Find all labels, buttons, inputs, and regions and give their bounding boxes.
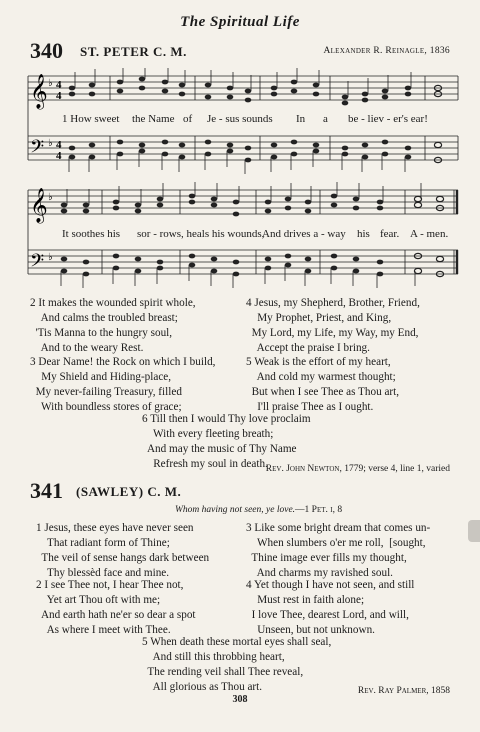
lyric-2-c: And drives a - way [262, 228, 346, 240]
stanza-341-2: 2 I see Thee not, I hear Thee not, Yet art Thou oft with me; And earth hath ne'er so dear a spot As where I meet with Thee. [36, 579, 196, 636]
page-number: 308 [232, 694, 248, 705]
lyric-1-c: of [183, 113, 193, 125]
lyric-2-e: fear. [380, 228, 400, 240]
svg-text:♭: ♭ [48, 78, 53, 89]
composer-credit: Alexander R. Reinagle, 1836 [323, 46, 450, 56]
lyric-1-f: a [323, 113, 328, 125]
lyric-1-d: Je - sus sounds [207, 113, 273, 125]
svg-text:♭: ♭ [48, 138, 53, 149]
stanza-341-3: 3 Like some bright dream that comes un- When slumbers o'er me roll, [sought, Thine image ever fills my thought, And charms my ravished soul. [246, 522, 431, 579]
svg-text:4: 4 [56, 90, 62, 102]
svg-text:4: 4 [56, 150, 62, 162]
author-credit-340 [266, 464, 450, 474]
stanza-340-5: 5 Weak is the effort of my heart, And cold my warmest thought; But when I see Thee as Thou art, I'll praise Thee as I ought. [246, 356, 400, 413]
tune-name-st-peter: ST. PETER C. M. [80, 44, 187, 59]
lyric-2-f: A - men. [410, 228, 449, 240]
scripture-verse [175, 505, 342, 515]
svg-text:♭: ♭ [48, 252, 53, 263]
tune-name-sawley: (SAWLEY) C. M. [76, 484, 182, 499]
stanza-340-3: 3 Dear Name! the Rock on which I build, My Shield and Hiding-place, My never-failing Treasury, filled With boundless stores of grace; [30, 356, 216, 413]
lyric-2-a: It soothes his [62, 228, 121, 240]
hymn-number-341: 341 [30, 478, 63, 503]
stanza-341-5: 5 When death these mortal eyes shall seal, And still this throbbing heart, The rending veil shall Thee reveal, All glorious as Thou art. [142, 636, 332, 693]
lyric-1-e: In [296, 113, 306, 125]
svg-text:♭: ♭ [48, 192, 53, 203]
lyric-2-d: his [357, 228, 370, 240]
treble-clef-icon: 𝄞 [30, 188, 48, 223]
scripture-text: Whom having not seen, ye love. [175, 505, 296, 515]
stanza-340-6: 6 Till then I would Thy love proclaim With every fleeting breath; And may the music of Thy Name Refresh my soul in death. [142, 413, 311, 470]
svg-text:4: 4 [56, 139, 62, 151]
treble-clef-icon: 𝄞 [30, 74, 48, 109]
lyric-2-b: sor - rows, heals his wounds, [137, 228, 265, 240]
stanza-341-1: 1 Jesus, these eyes have never seen That radiant form of Thine; The veil of sense hangs dark between Thy blessèd face and mine. [36, 522, 210, 579]
author-details: 1779; verse 4, line 1, varied [344, 464, 450, 474]
svg-text:4: 4 [56, 79, 62, 91]
bass-clef-icon: 𝄢 [30, 251, 45, 276]
page-header-title: The Spiritual Life [180, 14, 300, 30]
lyric-1-a: 1 How sweet [62, 113, 120, 125]
lyric-1-b: the Name [132, 113, 175, 125]
stanza-341-4: 4 Yet though I have not seen, and still Must rest in faith alone; I love Thee, dearest Lord, and will, Unseen, but not unknown. [246, 579, 415, 636]
author-credit-341: Rev. Ray Palmer, 1858 [357, 686, 450, 696]
stanza-340-2: 2 It makes the wounded spirit whole, And calms the troubled breast; 'Tis Manna to the hungry soul, And to the weary Rest. [30, 297, 196, 354]
stanza-340-4: 4 Jesus, my Shepherd, Brother, Friend, My Prophet, Priest, and King, My Lord, my Life, my Way, my End, Accept the praise I bring. [246, 297, 420, 354]
bass-clef-icon: 𝄢 [30, 137, 45, 162]
scripture-reference: —1 Pet. i, 8 [295, 505, 343, 515]
author-name: Rev. John Newton, [265, 464, 342, 474]
hymn-number-340: 340 [30, 38, 63, 63]
lyric-1-g: be - liev - er's ear! [348, 113, 428, 125]
page-edge-tab [468, 520, 480, 542]
